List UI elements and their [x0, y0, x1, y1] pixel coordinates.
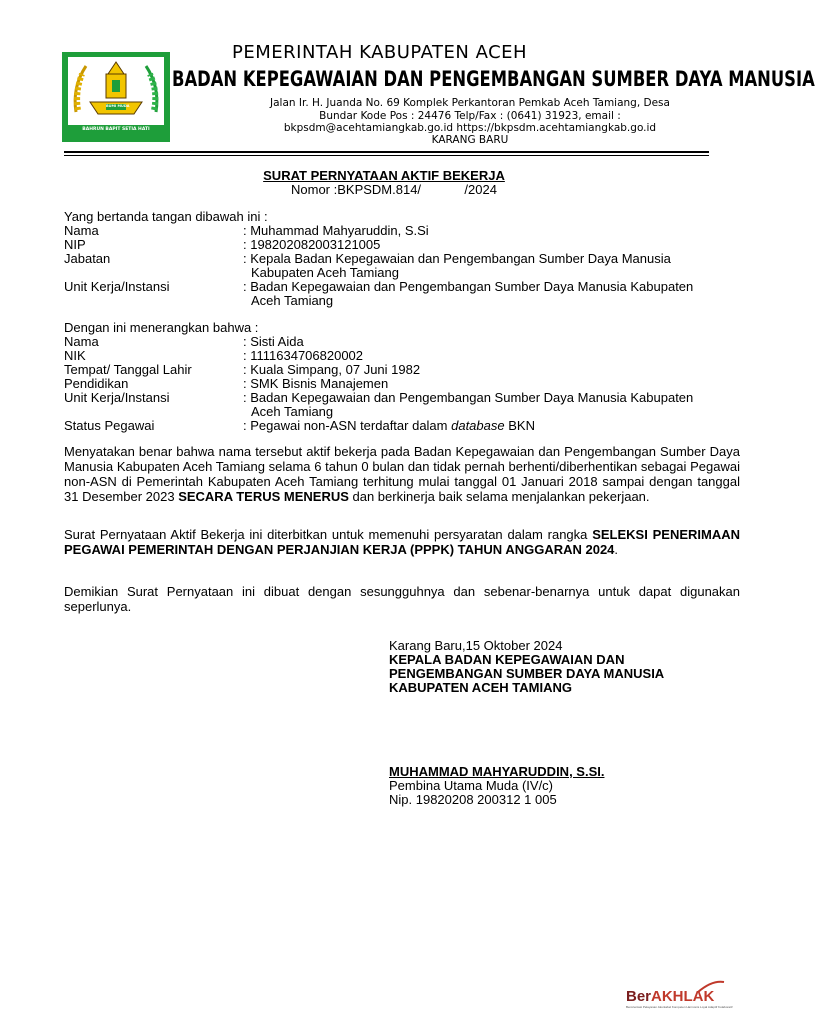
signature-name: MUHAMMAD MAHYARUDDIN, S.SI.	[389, 764, 605, 779]
status-suffix: BKN	[504, 418, 535, 433]
status-prefix: : Pegawai non-ASN terdaftar dalam	[243, 418, 452, 433]
subject-value-nik: : 1111634706820002	[243, 348, 364, 363]
subject-value-status	[243, 419, 535, 433]
document-title: SURAT PERNYATAAN AKTIF BEKERJA	[263, 168, 505, 183]
letterhead-divider	[64, 151, 709, 153]
signer-value-jabatan-cont: Kabupaten Aceh Tamiang	[251, 265, 399, 280]
subject-label-nama: Nama	[64, 334, 99, 349]
subject-label-status: Status Pegawai	[64, 418, 155, 433]
subject-value-ttl: : Kuala Simpang, 07 Juni 1982	[243, 362, 421, 377]
status-italic: database	[451, 418, 505, 433]
signer-value-nip: : 198202082003121005	[243, 237, 381, 252]
regency-logo	[62, 52, 170, 142]
signer-label-unit: Unit Kerja/Instansi	[64, 279, 170, 294]
subject-value-unit: : Badan Kepegawaian dan Pengembangan Sumber Daya Manusia Kabupaten	[243, 390, 694, 405]
address-line-2: Bundar Kode Pos : 24476 Telp/Fax : (0641) 31923, email :	[319, 110, 621, 122]
signature-position-1: KEPALA BADAN KEPEGAWAIAN DAN	[389, 652, 625, 667]
paragraph-purpose-b: .	[614, 542, 619, 557]
signature-position-2: PENGEMBANGAN SUMBER DAYA MANUSIA	[389, 666, 665, 681]
berakhlak-tagline: Berorientasi Pelayanan Akuntabel Kompeten Harmonis Loyal Adaptif Kolaboratif	[626, 1005, 733, 1009]
subject-value-pendidikan: : SMK Bisnis Manajemen	[243, 376, 389, 391]
signer-label-nip: NIP	[64, 237, 86, 252]
document-number: Nomor :BKPSDM.814/ /2024	[291, 182, 497, 197]
address-line-4: KARANG BARU	[431, 134, 509, 146]
signature-place-date: Karang Baru,15 Oktober 2024	[389, 638, 563, 653]
letterhead-divider-thin	[64, 155, 709, 156]
signature-position-3: KABUPATEN ACEH TAMIANG	[389, 680, 572, 695]
subject-intro: Dengan ini menerangkan bahwa :	[64, 320, 259, 335]
signer-intro: Yang bertanda tangan dibawah ini :	[64, 209, 268, 224]
agency-heading: BADAN KEPEGAWAIAN DAN PENGEMBANGAN SUMBER DAYA MANUSIA	[172, 67, 815, 91]
paragraph-statement-a: Menyatakan benar bahwa nama tersebut aktif bekerja pada Badan Kepegawaian dan Pengembangan Sumber Daya Manusia Kabupaten Aceh Tamiang selama 6 tahun 0 bulan dan tidak pernah berhenti/diberhentikan sebagai Pegawai non-ASN di Pemerintah Kabupaten Aceh Tamiang terhitung mulai tanggal 01 Januari 2018 sampai dengan tanggal 31 Desember 2023	[64, 444, 740, 504]
signature-nip: Nip. 19820208 200312 1 005	[389, 792, 557, 807]
government-heading: PEMERINTAH KABUPATEN ACEH	[232, 42, 528, 63]
logo-banner: BUMI MUDA	[106, 104, 130, 108]
subject-label-unit: Unit Kerja/Instansi	[64, 390, 170, 405]
signer-value-unit: : Badan Kepegawaian dan Pengembangan Sumber Daya Manusia Kabupaten	[243, 279, 694, 294]
signer-label-nama: Nama	[64, 223, 99, 238]
address-line-1: Jalan Ir. H. Juanda No. 69 Komplek Perkantoran Pemkab Aceh Tamiang, Desa	[270, 97, 670, 109]
swoosh-icon	[696, 980, 726, 994]
signature-rank: Pembina Utama Muda (IV/c)	[389, 778, 554, 793]
brand-ber: Ber	[626, 988, 652, 1005]
signer-value-nama: : Muhammad Mahyaruddin, S.Si	[243, 223, 429, 238]
berakhlak-logo	[626, 988, 736, 1009]
paragraph-purpose	[64, 527, 740, 557]
brand-akhlak: AKHLAK	[651, 988, 715, 1005]
logo-motto: BAHRUN BAPIT SETIA HATI	[82, 127, 150, 132]
paragraph-statement	[64, 444, 740, 504]
paragraph-purpose-bold: SELEKSI PENERIMAAN PEGAWAI PEMERINTAH DENGAN PERJANJIAN KERJA (PPPK) TAHUN ANGGARAN 2024	[64, 527, 740, 557]
subject-value-nama: : Sisti Aida	[243, 334, 304, 349]
signer-value-jabatan: : Kepala Badan Kepegawaian dan Pengembangan Sumber Daya Manusia	[243, 251, 671, 266]
signer-label-jabatan: Jabatan	[64, 251, 111, 266]
paragraph-purpose-a: Surat Pernyataan Aktif Bekerja ini diterbitkan untuk memenuhi persyaratan dalam rangka	[64, 527, 593, 542]
signer-value-unit-cont: Aceh Tamiang	[251, 293, 334, 308]
subject-label-pendidikan: Pendidikan	[64, 376, 129, 391]
subject-label-ttl: Tempat/ Tanggal Lahir	[64, 362, 192, 377]
subject-value-unit-cont: Aceh Tamiang	[251, 404, 334, 419]
paragraph-statement-bold: SECARA TERUS MENERUS	[178, 489, 349, 504]
address-line-3: bkpsdm@acehtamiangkab.go.id https://bkpsdm.acehtamiangkab.go.id	[283, 122, 657, 134]
paragraph-statement-b: dan berkinerja baik selama menjalankan pekerjaan.	[348, 489, 650, 504]
paragraph-closing: Demikian Surat Pernyataan ini dibuat dengan sesungguhnya dan sebenar-benarnya untuk dapat digunakan seperlunya.	[64, 584, 740, 614]
subject-label-nik: NIK	[64, 348, 86, 363]
